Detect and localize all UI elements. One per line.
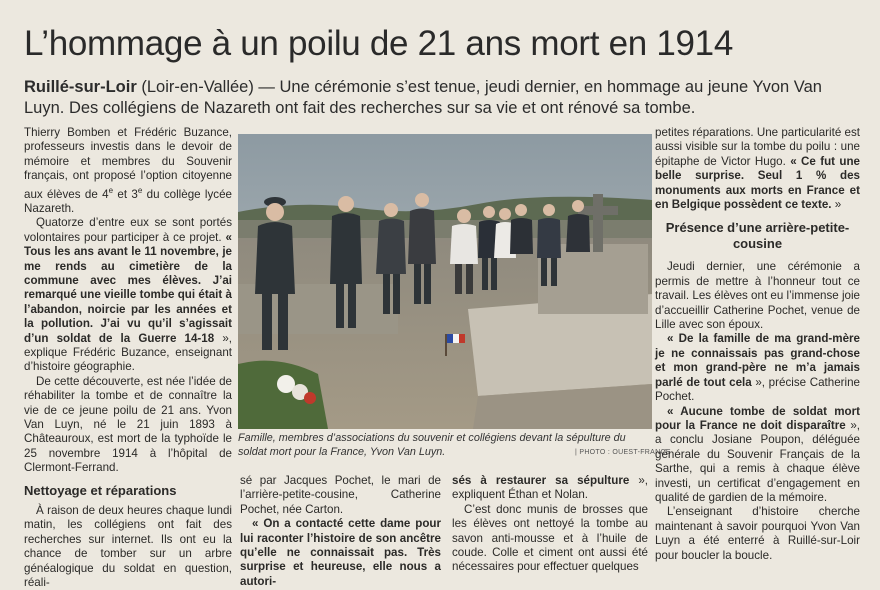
column-4 [655,126,860,563]
section-heading: Nettoyage et réparations [24,482,177,498]
text: », précise Catherine Pochet. [655,375,860,404]
photo [238,134,652,429]
paragraph: sé par Jacques Pochet, le mari de l’arrière-petite-cousine, Catherine Pochet, née Carton. [240,474,441,516]
text: du collège lycée Nazareth. [24,187,232,215]
column-1 [24,126,232,590]
quote: On a contacté cette dame pour lui raconter l’histoire de son ancêtre qu’elle ne connaissait pas. Très surprise et heureuse, elle nous a autori- [240,517,441,588]
quote-mark: « [221,230,233,244]
text: petites réparations. Une particularité est aussi visible sur la tombe du poilu : une épitaphe de Victor Hugo. [655,126,860,168]
quote-mark: « [252,517,264,531]
text: », explique Frédéric Buzance, enseignant d’histoire géographie. [24,331,232,374]
quote: « Ce fut une belle surprise. Seul 1 % des monuments aux morts en France et en Belgique possèdent ce texte. [655,154,860,212]
headline: L’hommage à un poilu de 21 ans mort en 1914 [24,24,733,63]
superscript: e [108,185,114,195]
paragraph [655,405,860,506]
text: Quatorze d’entre eux se sont portés volontaires pour participer à ce projet. [24,216,232,244]
quote-mark: « [667,332,679,346]
section-heading: Présence d’une arrière-petite-cousine [665,220,850,252]
paragraph [655,332,860,404]
paragraph [655,126,860,212]
lede-location: Ruillé-sur-Loir [24,78,137,96]
photo-caption: Famille, membres d’associations du souvenir et collégiens devant la sépulture du soldat mort pour la France, Yvon Van Luyn. [238,432,626,458]
paragraph: L’enseignant d’histoire cherche maintenant à savoir pourquoi Yvon Van Luyn a été enterré à Ruillé-sur-Loir pour boucler la boucle. [655,505,860,562]
text: Thierry Bomben et Frédéric Buzance, professeurs investis dans le devoir de mémoire et membres du Souvenir français, ont proposé l’option citoyenne aux élèves de 4 [24,126,232,201]
photo-credit: | PHOTO : OUEST-FRANCE [575,449,671,456]
quote-mark: « [667,404,681,418]
quote: De la famille de ma grand-mère je ne connaissais pas grand-chose et mon grand-père ne m’a jamais parlé de tout cela [655,332,860,389]
superscript: e [137,185,143,195]
paragraph: À raison de deux heures chaque lundi matin, les collégiens ont fait des recherches sur internet. Ils ont eu la chance de tomber sur un arbre généalogique du soldat en question, réali- [24,504,232,590]
text: », expliquent Éthan et Nolan. [452,474,649,502]
text: » [831,198,842,212]
paragraph: De cette découverte, est née l’idée de réhabiliter la tombe et de connaître la vie de ce jeune poilu de 21 ans. Yvon Van Luyn, né le 21 juin 1893 à Châteauroux, est mort de la typhoïde le 25 novembre 1914 à l’hôpital de Clermont-Ferrand. [24,374,232,475]
paragraph: C’est donc munis de brosses que les élèves ont nettoyé la tombe au savon anti-mousse et à l’huile de coude. Colle et ciment ont aussi été nécessaires pour effectuer quelques [452,502,648,574]
quote: sés à restaurer sa sépulture [452,474,630,487]
lede-text: Une cérémonie s’est tenue, jeudi dernier, en hommage au jeune Yvon Van Luyn. Des collégiens de Nazareth ont fait des recherches sur sa vie et ont rénové sa tombe. [24,78,822,117]
paragraph [24,216,232,374]
ceremony-photo [238,134,652,429]
column-2 [240,474,441,589]
quote: Aucune tombe de soldat mort pour la France ne doit disparaître [655,404,860,432]
paragraph [24,126,232,216]
paragraph [240,517,441,589]
column-3 [452,474,648,575]
paragraph [452,474,648,503]
lede [24,77,864,119]
quote: Tous les ans avant le 11 novembre, je me rends au cimetière de la commune avec mes élèves. J’ai remarqué une vieille tombe qui était à l’abandon, noircie par les années et la pollution. J’ai vu qu’il s’agissait d’un soldat de la Guerre 14-18 [24,245,232,345]
text: », a conclu Josiane Poupon, déléguée générale du Souvenir Français de la Sarthe, qui a remis à chaque élève investi, un certificat d’engagement en qualité de gardien de la mémoire. [655,418,861,504]
text: et 3 [113,187,138,201]
lede-location-detail: (Loir-en-Vallée) — [136,78,280,96]
paragraph: Jeudi dernier, une cérémonie a permis de mettre à l’honneur tout ce travail. Les élèves ont eu l’immense joie d’accueillir Catherine Pochet, venue de Lille avec son époux. [655,260,860,332]
